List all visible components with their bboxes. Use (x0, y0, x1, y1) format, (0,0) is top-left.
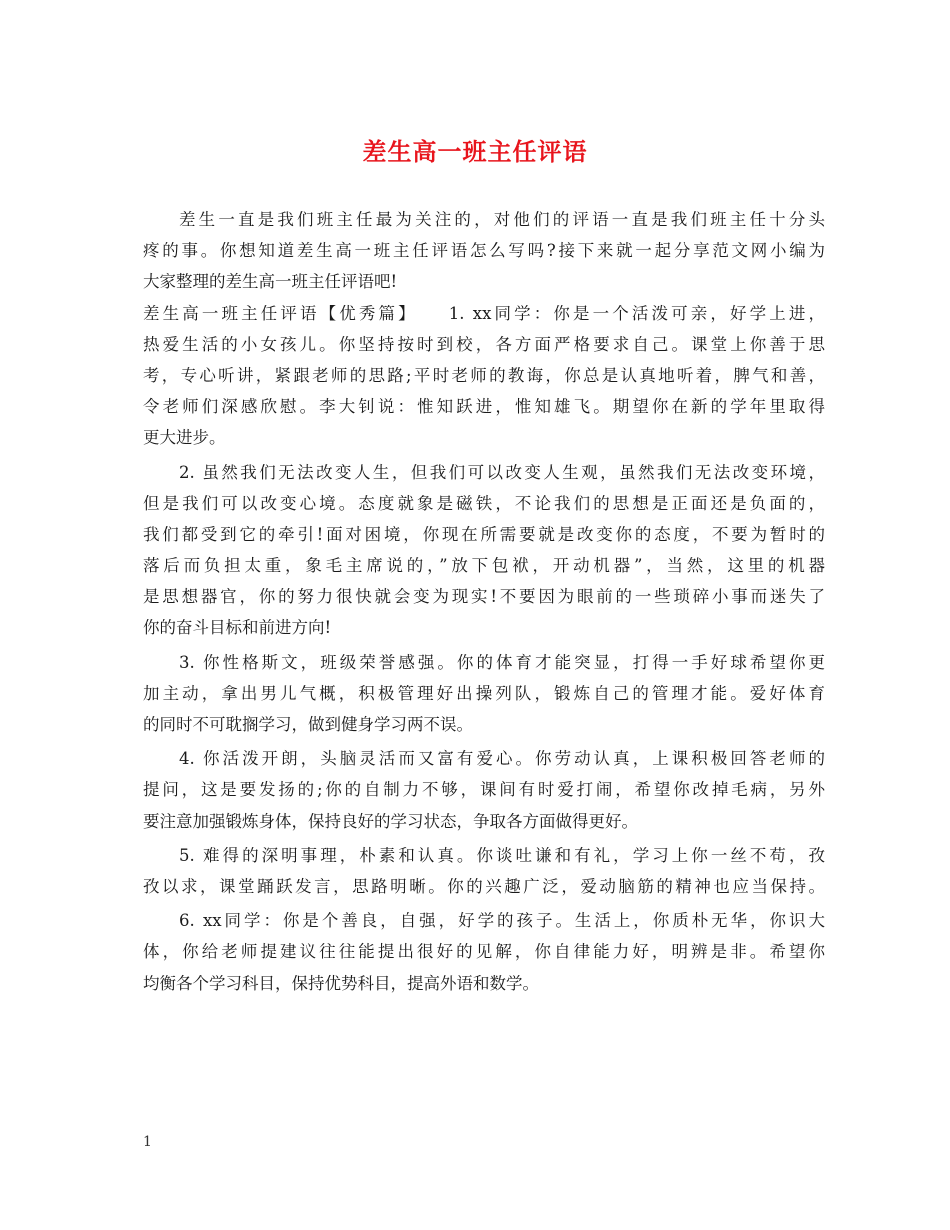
paragraph-line: 令老师们深感欣慰。李大钊说：惟知跃进，惟知雄飞。期望你在新的学年里取得 (143, 397, 825, 417)
paragraph-line: 你的奋斗目标和前进方向! (143, 618, 332, 638)
paragraph-line: 考，专心听讲，紧跟老师的思路;平时老师的教诲，你总是认真地听着，脾气和善， (143, 365, 825, 385)
paragraph-line: 更大进步。 (143, 428, 226, 448)
paragraph-line: 要注意加强锻炼身体，保持良好的学习状态，争取各方面做得更好。 (143, 811, 638, 831)
paragraph-line: 疼的事。你想知道差生高一班主任评语怎么写吗?接下来就一起分享范文网小编为 (143, 241, 825, 261)
paragraph-line: 落后而负担太重，象毛主席说的，”放下包袱，开动机器”，当然，这里的机器 (143, 556, 825, 576)
paragraph-line: 体，你给老师提建议往往能提出很好的见解，你自律能力好，明辨是非。希望你 (143, 942, 825, 962)
page-number: 1 (143, 1134, 152, 1150)
paragraph-line: 6. xx同学：你是个善良，自强，好学的孩子。生活上，你质朴无华，你识大 (179, 911, 825, 931)
paragraph-line: 热爱生活的小女孩儿。你坚持按时到校，各方面严格要求自己。课堂上你善于思 (143, 334, 825, 354)
paragraph-line: 差生高一班主任评语【优秀篇】 1. xx同学：你是一个活泼可亲，好学上进， (143, 303, 825, 323)
paragraph-line: 5. 难得的深明事理，朴素和认真。你谈吐谦和有礼，学习上你一丝不苟，孜 (179, 845, 825, 865)
paragraph-line: 是思想器官，你的努力很快就会变为现实!不要因为眼前的一些琐碎小事而迷失了 (143, 587, 825, 607)
document-title: 差生高一班主任评语 (362, 137, 588, 166)
paragraph-line: 差生一直是我们班主任最为关注的，对他们的评语一直是我们班主任十分头 (179, 210, 825, 229)
paragraph-line: 均衡各个学习科目，保持优势科目，提高外语和数学。 (143, 973, 539, 993)
paragraph-line: 但是我们可以改变心境。态度就象是磁铁，不论我们的思想是正面还是负面的， (143, 493, 825, 513)
paragraph-line: 我们都受到它的牵引!面对困境，你现在所需要就是改变你的态度，不要为暂时的 (143, 524, 825, 544)
paragraph-line: 加主动，拿出男儿气概，积极管理好出操列队，锻炼自己的管理才能。爱好体育 (143, 683, 825, 703)
document-body (143, 204, 825, 999)
paragraph-line: 的同时不可耽搁学习，做到健身学习两不误。 (143, 715, 473, 734)
paragraph-line: 3. 你性格斯文，班级荣誉感强。你的体育才能突显，打得一手好球希望你更 (179, 652, 825, 672)
paragraph-line: 4. 你活泼开朗，头脑灵活而又富有爱心。你劳动认真，上课积极回答老师的 (179, 749, 825, 769)
paragraph-line: 2. 虽然我们无法改变人生，但我们可以改变人生观，虽然我们无法改变环境， (179, 462, 825, 482)
paragraph-line: 孜以求，课堂踊跃发言，思路明晰。你的兴趣广泛，爱动脑筋的精神也应当保持。 (143, 876, 825, 896)
paragraph-line: 提问，这是要发扬的;你的自制力不够，课间有时爱打闹，希望你改掉毛病，另外 (143, 780, 825, 800)
paragraph-line: 大家整理的差生高一班主任评语吧! (143, 272, 398, 292)
